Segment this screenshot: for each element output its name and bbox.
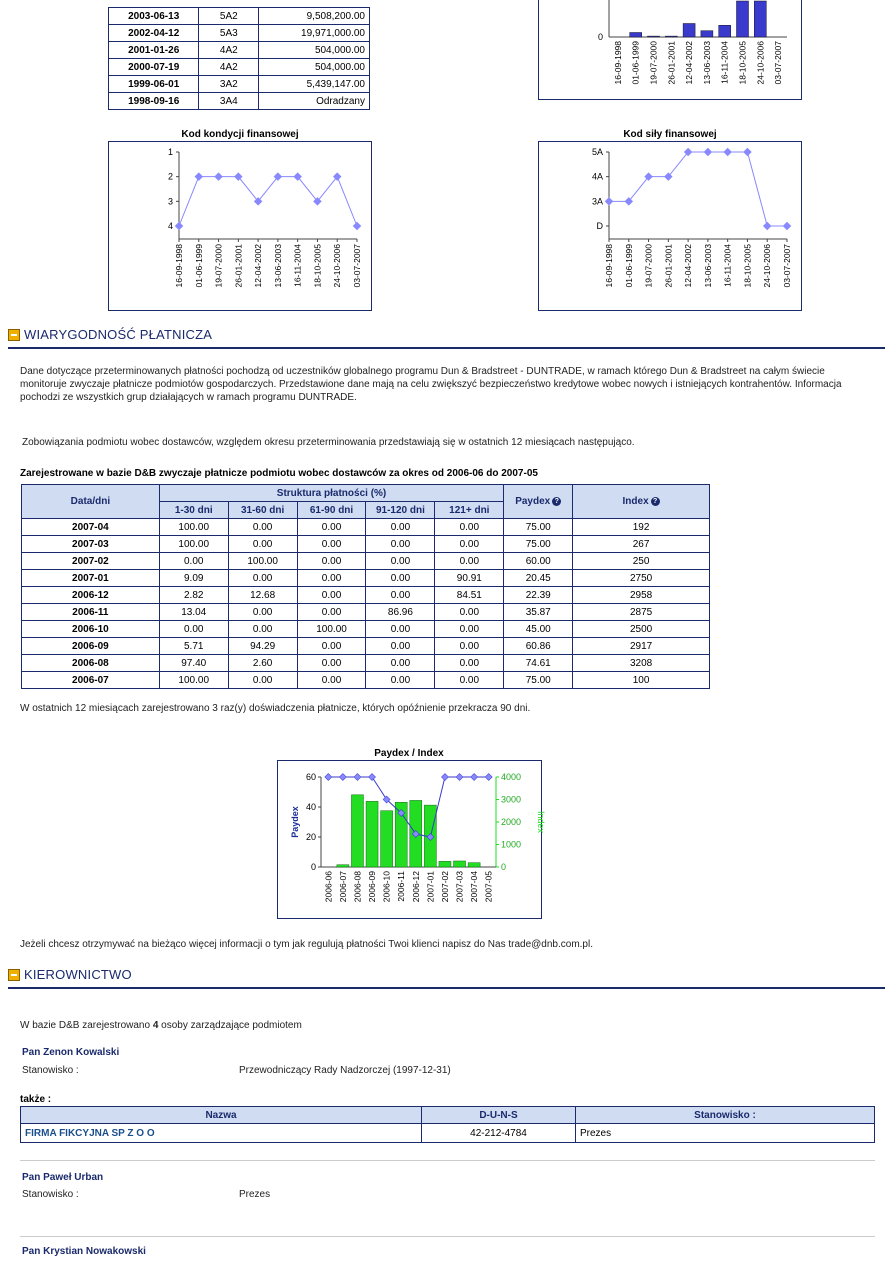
y-tick-label: 3A: [591, 196, 603, 207]
x-tick-label: 19-07-2000: [648, 41, 659, 85]
history-code: 3A4: [199, 93, 259, 110]
x-tick-label: 26-01-2001: [666, 41, 677, 85]
cell: 0.00: [366, 621, 435, 638]
cell: 0.00: [297, 553, 366, 570]
cell: 5.71: [159, 638, 228, 655]
payment-contact: Jeżeli chcesz otrzymywać na bieżąco więcej informacji o tym jak regulują płatności Twoi klienci napisz do Nas trade@dnb.com.pl.: [20, 939, 593, 950]
table-row: [22, 604, 710, 621]
history-code: 4A2: [199, 42, 259, 59]
x-tick-label: 2007-02: [439, 871, 450, 903]
cell: 13.04: [159, 604, 228, 621]
company-link[interactable]: FIRMA FIKCYJNA SP Z O O: [25, 1127, 155, 1139]
position-label: Stanowisko :: [22, 1189, 79, 1200]
help-icon[interactable]: ?: [552, 497, 561, 506]
col-position: Stanowisko :: [576, 1107, 875, 1124]
x-tick-label: 2007-01: [425, 871, 436, 903]
cell: 94.29: [228, 638, 297, 655]
company-link-cell: [21, 1124, 422, 1143]
y2-tick-label: 4000: [501, 772, 522, 782]
table-row: [22, 587, 710, 604]
position-label: Stanowisko :: [22, 1065, 79, 1076]
cell: 0.00: [366, 638, 435, 655]
cell: 20.45: [504, 570, 573, 587]
data-point: [743, 148, 751, 156]
cell: 45.00: [504, 621, 573, 638]
y-tick-label: 2: [167, 171, 173, 182]
cell: 3208: [573, 655, 710, 672]
y2-tick-label: 1000: [501, 839, 522, 850]
divider: [20, 1160, 875, 1161]
y2-tick-label: 2000: [501, 817, 522, 827]
cell: 74.61: [504, 655, 573, 672]
x-tick-label: 19-07-2000: [213, 244, 224, 288]
history-date: 2000-07-19: [109, 59, 199, 76]
data-point: [605, 197, 613, 205]
cell: 0.00: [366, 570, 435, 587]
index-bar: [337, 865, 349, 867]
cell: 0.00: [297, 604, 366, 621]
cell: 2006-07: [22, 672, 160, 689]
cell: 2958: [573, 587, 710, 604]
y-tick-label: 40: [305, 802, 316, 812]
x-tick-label: 12-04-2002: [253, 244, 264, 288]
data-point: [723, 148, 731, 156]
cell: 0.00: [366, 655, 435, 672]
cell: 100: [573, 672, 710, 689]
table-row: [22, 638, 710, 655]
x-tick-label: 2006-08: [352, 871, 363, 903]
cell: 84.51: [435, 587, 504, 604]
x-tick-label: 18-10-2005: [742, 244, 753, 288]
table-row: [109, 59, 370, 76]
x-tick-label: 16-11-2004: [722, 244, 733, 287]
x-tick-label: 2006-06: [323, 871, 334, 903]
y-tick-label: 3: [167, 196, 173, 207]
cell: 100.00: [159, 536, 228, 553]
cell: 90.91: [435, 570, 504, 587]
col-paydex: Paydex ?: [504, 485, 573, 519]
payment-table-caption: Zarejestrowane w bazie D&B zwyczaje płatnicze podmiotu wobec dostawców za okres od 2006-06 do 2007-05: [20, 468, 538, 479]
cell: 97.40: [159, 655, 228, 672]
y-tick-label: 60: [305, 772, 316, 782]
cell: 0.00: [366, 672, 435, 689]
cell: 0.00: [159, 553, 228, 570]
y-tick-label: 1: [167, 147, 173, 157]
paydex-point: [456, 773, 463, 780]
cell: 2750: [573, 570, 710, 587]
y2-axis-label: Index: [536, 810, 546, 834]
strength-chart: [538, 141, 802, 311]
cell: 2006-12: [22, 587, 160, 604]
cell: 100.00: [297, 621, 366, 638]
x-tick-label: 2006-10: [381, 871, 392, 903]
x-tick-label: 16-09-1998: [604, 244, 614, 288]
cell: 75.00: [504, 672, 573, 689]
condition-chart: [108, 141, 372, 311]
index-bar: [381, 811, 393, 867]
cell: 0.00: [366, 536, 435, 553]
table-row: [22, 519, 710, 536]
col-61-90: 61-90 dni: [297, 502, 366, 519]
cell: 100.00: [159, 519, 228, 536]
x-tick-label: 12-04-2002: [684, 41, 695, 85]
x-tick-label: 2007-05: [483, 871, 494, 903]
paydex-point: [485, 773, 492, 780]
x-tick-label: 16-11-2004: [719, 41, 730, 84]
y2-tick-label: 3000: [501, 794, 522, 805]
x-tick-label: 13-06-2003: [701, 41, 712, 85]
cell: 0.00: [435, 553, 504, 570]
management-intro: W bazie D&B zarejestrowano 4 osoby zarządzające podmiotem: [20, 1020, 302, 1031]
x-tick-label: 2006-09: [367, 871, 378, 903]
table-row: [22, 570, 710, 587]
help-icon[interactable]: ?: [651, 497, 660, 506]
x-tick-label: 03-07-2007: [782, 244, 792, 288]
cell: 0.00: [435, 621, 504, 638]
x-tick-label: 12-04-2002: [683, 244, 694, 288]
x-tick-label: 2006-12: [410, 871, 421, 903]
table-row: [22, 672, 710, 689]
table-row: [22, 621, 710, 638]
cell: 2.60: [228, 655, 297, 672]
paydex-point: [354, 773, 361, 780]
table-row: [109, 25, 370, 42]
cell: 60.00: [504, 553, 573, 570]
data-point: [353, 222, 361, 230]
x-tick-label: 16-09-1998: [174, 244, 184, 288]
cell: 0.00: [366, 553, 435, 570]
tick-label: 0: [597, 32, 603, 42]
payment-intro: Dane dotyczące przeterminowanych płatności pochodzą od uczestników globalnego programu Dun & Bradstreet - DUNTRADE, w ramach którego Dun & Bradstreet na całym świecie monitoruje zwyczaje płatnicze podmiotów gospodarczych. Przedstawione dane mają na celu zwiększyć bezpieczeństwo kredytowe wobec nowych i istniejących kontrahentów. Informacja pochodzi ze wszystkich grup działających w ramach programu DUNTRADE.: [20, 366, 842, 403]
history-value: 19,971,000.00: [259, 25, 370, 42]
cell: 60.86: [504, 638, 573, 655]
x-tick-label: 24-10-2006: [762, 244, 773, 288]
data-point: [214, 172, 222, 180]
x-tick-label: 2006-07: [337, 871, 348, 903]
history-date: 1999-06-01: [109, 76, 199, 93]
col-name: Nazwa: [21, 1107, 422, 1124]
bar: [648, 36, 660, 37]
cell: 0.00: [228, 570, 297, 587]
history-value: 9,508,200.00: [259, 8, 370, 25]
cell: 0.00: [366, 587, 435, 604]
bar: [719, 25, 731, 37]
index-bar: [454, 861, 466, 867]
management-count: 4: [152, 1020, 159, 1031]
data-point: [763, 222, 771, 230]
strength-chart-title: Kod siły finansowej: [623, 129, 717, 140]
cell: 0.00: [159, 621, 228, 638]
cell: 2006-09: [22, 638, 160, 655]
y-tick-label: 0: [310, 862, 316, 872]
history-date: 2003-06-13: [109, 8, 199, 25]
collapse-icon[interactable]: [8, 969, 20, 981]
table-row: [21, 1124, 875, 1143]
also-label: także :: [20, 1094, 52, 1105]
duns-cell: 42-212-4784: [422, 1124, 576, 1143]
table-row: [109, 42, 370, 59]
bar: [665, 36, 677, 37]
cell: 250: [573, 553, 710, 570]
y-tick-label: 20: [305, 832, 316, 842]
paydex-point: [441, 773, 448, 780]
x-tick-label: 2006-11: [396, 871, 407, 902]
y-tick-label: 4: [167, 221, 173, 231]
history-date: 2002-04-12: [109, 25, 199, 42]
data-point: [195, 172, 203, 180]
col-date: Data/dni: [22, 485, 160, 519]
cell: 100.00: [228, 553, 297, 570]
person-name: Pan Zenon Kowalski: [22, 1047, 120, 1058]
series-line: [609, 152, 787, 226]
cell: 0.00: [228, 519, 297, 536]
cell: 0.00: [228, 672, 297, 689]
col-structure: Struktura płatności (%): [159, 485, 504, 502]
cell: 0.00: [228, 621, 297, 638]
cell: 2.82: [159, 587, 228, 604]
bar: [737, 1, 749, 37]
cell: 0.00: [435, 655, 504, 672]
history-value: Odradzany: [259, 93, 370, 110]
cell: 0.00: [297, 587, 366, 604]
history-code: 5A2: [199, 8, 259, 25]
bar: [683, 24, 695, 38]
paydex-point: [471, 773, 478, 780]
x-tick-label: 2007-03: [454, 871, 465, 903]
x-tick-label: 2007-04: [469, 871, 480, 903]
payment-section-header[interactable]: [8, 327, 885, 349]
paydex-point: [325, 773, 332, 780]
payment-obligations: Zobowiązania podmiotu wobec dostawców, względem okresu przeterminowania przedstawiają się w ostatnich 12 miesiącach następująco.: [22, 437, 635, 448]
person-position: Prezes: [239, 1189, 271, 1200]
cell: 100.00: [159, 672, 228, 689]
cell: 2007-03: [22, 536, 160, 553]
management-section-header[interactable]: [8, 967, 885, 989]
cell: 2007-02: [22, 553, 160, 570]
y-axis-label: Paydex: [290, 806, 300, 838]
x-tick-label: 18-10-2005: [737, 41, 748, 85]
col-1-30: 1-30 dni: [159, 502, 228, 519]
cell: 35.87: [504, 604, 573, 621]
cell: 2006-10: [22, 621, 160, 638]
history-code: 3A2: [199, 76, 259, 93]
cell: 75.00: [504, 536, 573, 553]
cell: 0.00: [435, 604, 504, 621]
table-row: [109, 76, 370, 93]
x-tick-label: 24-10-2006: [755, 41, 766, 85]
cell: 0.00: [228, 604, 297, 621]
col-index: Index ?: [573, 485, 710, 519]
condition-chart-title: Kod kondycji finansowej: [181, 129, 299, 140]
collapse-icon[interactable]: [8, 329, 20, 341]
cell: 0.00: [228, 536, 297, 553]
cell: 0.00: [435, 638, 504, 655]
history-code: 4A2: [199, 59, 259, 76]
history-date: 1998-09-16: [109, 93, 199, 110]
x-tick-label: 01-06-1999: [630, 41, 641, 85]
cell: 0.00: [435, 672, 504, 689]
table-row: [22, 655, 710, 672]
history-date: 2001-01-26: [109, 42, 199, 59]
position-cell: Prezes: [576, 1124, 875, 1143]
col-121: 121+ dni: [435, 502, 504, 519]
bar: [630, 33, 642, 38]
index-bar: [366, 801, 378, 867]
x-tick-label: 16-11-2004: [292, 244, 303, 287]
cell: 12.68: [228, 587, 297, 604]
paydex-chart-title: Paydex / Index: [374, 748, 444, 759]
table-row: [109, 8, 370, 25]
management-section-title: KIEROWNICTWO: [24, 967, 132, 982]
x-tick-label: 13-06-2003: [702, 244, 713, 288]
history-value: 5,439,147.00: [259, 76, 370, 93]
person-name: Pan Krystian Nowakowski: [22, 1246, 146, 1257]
cell: 2917: [573, 638, 710, 655]
history-table: [108, 7, 370, 110]
cell: 267: [573, 536, 710, 553]
table-row: [22, 553, 710, 570]
cell: 9.09: [159, 570, 228, 587]
paydex-index-chart: [277, 760, 546, 919]
cell: 2006-08: [22, 655, 160, 672]
cell: 86.96: [366, 604, 435, 621]
x-tick-label: 03-07-2007: [773, 41, 784, 85]
y-tick-label: 5A: [591, 147, 603, 157]
cell: 2007-01: [22, 570, 160, 587]
y-tick-label: D: [596, 221, 603, 231]
x-tick-label: 26-01-2001: [663, 244, 674, 288]
history-value: 504,000.00: [259, 59, 370, 76]
top-bar-chart: [538, 0, 802, 100]
cell: 2006-11: [22, 604, 160, 621]
cell: 75.00: [504, 519, 573, 536]
x-tick-label: 01-06-1999: [623, 244, 634, 288]
cell: 0.00: [297, 536, 366, 553]
x-tick-label: 19-07-2000: [643, 244, 654, 288]
table-row: [22, 536, 710, 553]
cell: 0.00: [366, 519, 435, 536]
payment-section-title: WIARYGODNOŚĆ PŁATNICZA: [24, 327, 213, 342]
cell: 2500: [573, 621, 710, 638]
data-point: [783, 222, 791, 230]
cell: 192: [573, 519, 710, 536]
payment-table: [21, 484, 710, 689]
history-code: 5A3: [199, 25, 259, 42]
cell: 0.00: [435, 536, 504, 553]
related-companies-table: [20, 1106, 875, 1143]
data-point: [704, 148, 712, 156]
divider: [20, 1236, 875, 1237]
index-bar: [439, 861, 451, 867]
series-line: [179, 177, 357, 226]
bar: [754, 1, 766, 37]
cell: 2875: [573, 604, 710, 621]
person-name: Pan Paweł Urban: [22, 1172, 104, 1183]
cell: 0.00: [297, 655, 366, 672]
cell: 2007-04: [22, 519, 160, 536]
x-tick-label: 03-07-2007: [352, 244, 362, 288]
index-bar: [468, 863, 480, 867]
person-position: Przewodniczący Rady Nadzorczej (1997-12-31): [239, 1065, 451, 1076]
cell: 0.00: [297, 638, 366, 655]
cell: 22.39: [504, 587, 573, 604]
cell: 0.00: [297, 672, 366, 689]
cell: 0.00: [297, 570, 366, 587]
paydex-point: [369, 773, 376, 780]
index-bar: [351, 795, 363, 867]
bar: [701, 31, 713, 37]
data-point: [175, 222, 183, 230]
x-tick-label: 01-06-1999: [193, 244, 204, 288]
x-tick-label: 24-10-2006: [332, 244, 343, 288]
x-tick-label: 13-06-2003: [272, 244, 283, 288]
x-tick-label: 16-09-1998: [612, 41, 623, 85]
x-tick-label: 26-01-2001: [233, 244, 244, 288]
x-tick-label: 18-10-2005: [312, 244, 323, 288]
y-tick-label: 4A: [591, 171, 603, 182]
y2-tick-label: 0: [501, 862, 507, 872]
paydex-point: [339, 773, 346, 780]
col-duns: D-U-N-S: [422, 1107, 576, 1124]
table-row: [109, 93, 370, 110]
cell: 0.00: [297, 519, 366, 536]
history-value: 504,000.00: [259, 42, 370, 59]
cell: 0.00: [435, 519, 504, 536]
col-91-120: 91-120 dni: [366, 502, 435, 519]
col-31-60: 31-60 dni: [228, 502, 297, 519]
payment-summary: W ostatnich 12 miesiącach zarejestrowano 3 raz(y) doświadczenia płatnicze, których opóźnienie przekracza 90 dni.: [20, 703, 531, 714]
